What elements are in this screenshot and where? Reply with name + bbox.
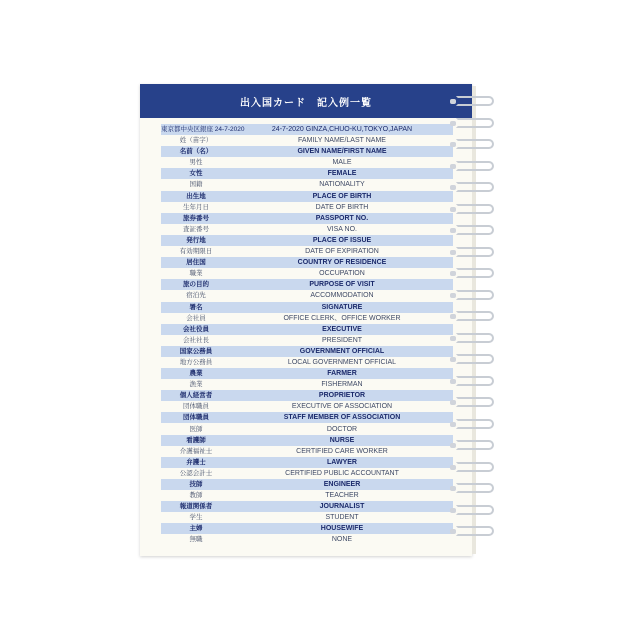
table-row	[161, 313, 453, 324]
spiral-loop	[456, 268, 494, 278]
binding-hole	[450, 379, 456, 384]
table-row	[161, 146, 453, 157]
japanese-term: 主婦	[189, 525, 203, 533]
table-row	[161, 235, 453, 246]
english-term: MALE	[332, 159, 352, 167]
table-row	[161, 157, 453, 168]
japanese-term: 会社員	[186, 314, 206, 322]
english-term: PLACE OF ISSUE	[312, 236, 372, 244]
english-term: GIVEN NAME/FIRST NAME	[297, 148, 387, 156]
binding-hole	[450, 99, 456, 104]
english-term: PASSPORT NO.	[315, 214, 369, 222]
japanese-term: 個人経営者	[179, 392, 213, 400]
table-row	[161, 357, 453, 368]
english-term: DOCTOR	[326, 425, 358, 433]
spiral-loop	[456, 204, 494, 214]
japanese-term: 署名	[189, 303, 203, 311]
english-term: PURPOSE OF VISIT	[309, 281, 375, 289]
table-row	[161, 335, 453, 346]
english-term: NURSE	[329, 436, 355, 444]
binding-hole	[450, 486, 456, 491]
table-row	[161, 279, 453, 290]
binding-hole	[450, 400, 456, 405]
spiral-loop	[456, 376, 494, 386]
japanese-term: 介護福祉士	[179, 447, 213, 455]
table-row	[161, 257, 453, 268]
binding-hole	[450, 529, 456, 534]
spiral-loop	[456, 462, 494, 472]
english-term: PLACE OF BIRTH	[312, 192, 372, 200]
binding-hole	[450, 314, 456, 319]
japanese-term: 査証番号	[183, 225, 209, 233]
japanese-term: 東京都中央区銀座 24-7-2020	[161, 126, 245, 133]
japanese-term: 発行地	[186, 236, 206, 244]
binding-hole	[450, 271, 456, 276]
spiral-loop	[456, 118, 494, 128]
table-row	[161, 246, 453, 257]
spiral-loop	[456, 354, 494, 364]
binding-hole	[450, 422, 456, 427]
table-row	[161, 368, 453, 379]
japanese-term: 学生	[189, 514, 203, 522]
english-term: EXECUTIVE	[322, 325, 362, 333]
table-row	[161, 446, 453, 457]
table-row	[161, 534, 453, 545]
binding-hole	[450, 293, 456, 298]
japanese-term: 職業	[189, 270, 203, 278]
table-row	[161, 512, 453, 523]
binding-hole	[450, 142, 456, 147]
spiral-loop	[456, 311, 494, 321]
english-term: PROPRIETOR	[318, 392, 366, 400]
binding-hole	[450, 443, 456, 448]
japanese-term: 看護師	[186, 436, 206, 444]
spiral-loop	[456, 526, 494, 536]
binding-hole	[450, 250, 456, 255]
spiral-loop	[456, 290, 494, 300]
japanese-term: 出生地	[186, 192, 206, 200]
english-term: NONE	[331, 536, 353, 544]
english-term: DATE OF EXPIRATION	[305, 248, 379, 256]
title-band	[140, 84, 472, 118]
english-term: SIGNATURE	[321, 303, 363, 311]
japanese-term: 団体職員	[183, 403, 209, 411]
english-term: STUDENT	[325, 514, 359, 522]
table-row	[161, 202, 453, 213]
reference-table	[161, 124, 453, 546]
table-row	[161, 523, 453, 534]
table-row	[161, 168, 453, 179]
table-row	[161, 379, 453, 390]
english-term: EXECUTIVE OF ASSOCIATION	[291, 403, 393, 411]
english-term: FEMALE	[327, 170, 357, 178]
japanese-term: 報道関係者	[179, 503, 213, 511]
japanese-term: 教師	[189, 492, 203, 500]
binding-hole	[450, 336, 456, 341]
english-term: 24-7-2020 GINZA,CHUO-KU,TOKYO,JAPAN	[271, 126, 413, 133]
english-term: GOVERNMENT OFFICIAL	[299, 347, 385, 355]
table-row	[161, 179, 453, 190]
binding-hole	[450, 357, 456, 362]
japanese-term: 国籍	[189, 181, 203, 189]
japanese-term: 姓（苗字）	[179, 137, 213, 145]
spiral-loop	[456, 419, 494, 429]
japanese-term: 生年月日	[183, 203, 209, 211]
binding-hole	[450, 164, 456, 169]
spiral-loop	[456, 397, 494, 407]
english-term: NATIONALITY	[319, 181, 365, 189]
english-term: ACCOMMODATION	[310, 292, 374, 300]
table-row	[161, 302, 453, 313]
table-row	[161, 479, 453, 490]
spiral-loop	[456, 483, 494, 493]
japanese-term: 農業	[189, 370, 203, 378]
table-row	[161, 457, 453, 468]
japanese-term: 宿泊先	[186, 292, 206, 300]
binding-hole	[450, 121, 456, 126]
table-row	[161, 412, 453, 423]
english-term: LAWYER	[327, 458, 357, 466]
japanese-term: 地方公務員	[179, 358, 213, 366]
japanese-term: 弁護士	[186, 458, 206, 466]
english-term: PRESIDENT	[321, 336, 363, 344]
english-term: VISA NO.	[327, 225, 357, 233]
table-row	[161, 501, 453, 512]
japanese-term: 女性	[189, 170, 203, 178]
spiral-loop	[456, 247, 494, 257]
english-term: DATE OF BIRTH	[315, 203, 369, 211]
english-term: OFFICE CLERK、OFFICE WORKER	[283, 314, 401, 322]
japanese-term: 無職	[189, 536, 203, 544]
spiral-loop	[456, 333, 494, 343]
japanese-term: 有効期限日	[179, 248, 213, 256]
table-row	[161, 390, 453, 401]
japanese-term: 会社役員	[183, 325, 209, 333]
english-term: OCCUPATION	[319, 270, 365, 278]
japanese-term: 旅券番号	[183, 214, 209, 222]
english-term: FARMER	[327, 370, 357, 378]
table-row	[161, 324, 453, 335]
english-term: STAFF MEMBER OF ASSOCIATION	[283, 414, 401, 422]
japanese-term: 名前（名）	[179, 148, 213, 156]
table-row	[161, 135, 453, 146]
spiral-loop	[456, 182, 494, 192]
binding-hole	[450, 508, 456, 513]
table-row	[161, 224, 453, 235]
english-term: CERTIFIED CARE WORKER	[296, 447, 388, 455]
binding-hole	[450, 185, 456, 190]
binding-hole	[450, 228, 456, 233]
japanese-term: 男性	[189, 159, 203, 167]
table-row	[161, 124, 453, 135]
english-term: COUNTRY OF RESIDENCE	[297, 259, 387, 267]
japanese-term: 団体職員	[183, 414, 209, 422]
english-term: CERTIFIED PUBLIC ACCOUNTANT	[285, 469, 399, 477]
table-row	[161, 290, 453, 301]
english-term: HOUSEWIFE	[320, 525, 364, 533]
japanese-term: 技師	[189, 481, 203, 488]
spiral-loop	[456, 225, 494, 235]
japanese-term: 医師	[189, 425, 203, 433]
table-row	[161, 191, 453, 202]
table-row	[161, 346, 453, 357]
english-term: TEACHER	[325, 492, 359, 500]
table-row	[161, 435, 453, 446]
english-term: FAMILY NAME/LAST NAME	[298, 137, 386, 145]
english-term: FISHERMAN	[321, 381, 363, 389]
table-row	[161, 213, 453, 224]
binding-hole	[450, 207, 456, 212]
spiral-loop	[456, 440, 494, 450]
japanese-term: 公認会計士	[179, 469, 213, 477]
table-row	[161, 424, 453, 435]
spiral-loop	[456, 505, 494, 515]
spiral-binding	[456, 96, 496, 548]
spiral-loop	[456, 139, 494, 149]
english-term: ENGINEER	[323, 481, 361, 488]
japanese-term: 居住国	[186, 259, 206, 267]
binding-hole	[450, 465, 456, 470]
japanese-term: 国家公務員	[179, 347, 213, 355]
notebook-page	[140, 84, 472, 556]
table-row	[161, 468, 453, 479]
english-term: LOCAL GOVERNMENT OFFICIAL	[287, 358, 397, 366]
table-row	[161, 268, 453, 279]
english-term: JOURNALIST	[319, 503, 365, 511]
japanese-term: 会社社長	[183, 336, 209, 344]
spiral-loop	[456, 96, 494, 106]
table-row	[161, 401, 453, 412]
page-title: 出入国カード 記入例一覧	[240, 97, 372, 109]
japanese-term: 漁業	[189, 381, 203, 389]
table-row	[161, 490, 453, 501]
japanese-term: 旅の目的	[183, 281, 209, 289]
spiral-loop	[456, 161, 494, 171]
